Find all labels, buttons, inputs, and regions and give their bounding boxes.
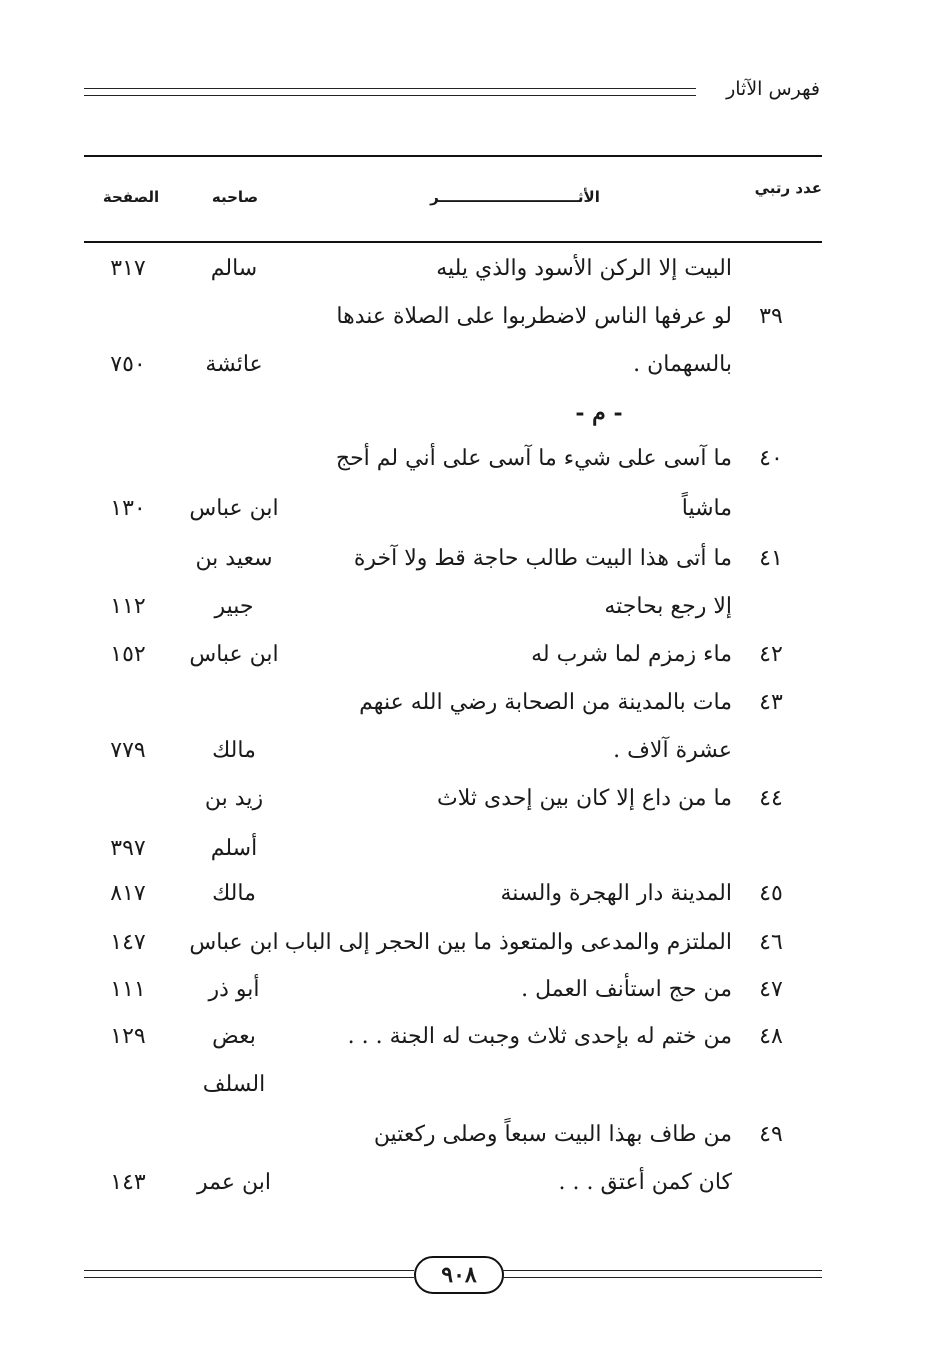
table-row — [84, 775, 822, 823]
page-ref: ١٢٩ — [110, 1024, 146, 1049]
page-ref: ١٣٠ — [110, 496, 146, 521]
section-letter: - م - — [575, 400, 623, 426]
athar-text: من طاف بهذا البيت سبعاً وصلى ركعتين — [373, 1122, 732, 1147]
section-heading — [84, 389, 822, 437]
entry-number: ٤٢ — [759, 642, 783, 667]
page-ref: ١١٢ — [110, 594, 146, 619]
entry-number: ٤٨ — [759, 1024, 783, 1049]
author-name: ابن عباس — [189, 642, 279, 667]
entry-number: ٤٩ — [759, 1122, 783, 1147]
table-row — [84, 435, 822, 483]
table-row — [84, 1159, 822, 1207]
author-name: ابن عمر — [197, 1170, 271, 1195]
author-name: سعيد بن — [195, 546, 273, 571]
athar-text: لو عرفها الناس لاضطربوا على الصلاة عندها — [336, 304, 732, 329]
index-table-body — [84, 245, 822, 1225]
author-name: جبير — [214, 594, 254, 619]
entry-number: ٤٠ — [759, 446, 783, 471]
header-text: الأثـــــــــــــــــــــــــــر — [430, 188, 600, 206]
page-ref: ١٥٢ — [110, 642, 146, 667]
folio — [84, 1256, 822, 1296]
entry-number: ٤٣ — [759, 690, 783, 715]
page-ref: ٣١٧ — [110, 256, 146, 281]
author-name: أبو ذر — [208, 977, 260, 1002]
athar-text: من حج استأنف العمل . — [521, 977, 732, 1002]
author-name: مالك — [212, 738, 256, 763]
table-row — [84, 535, 822, 583]
folio-rule-right — [502, 1270, 822, 1278]
entry-number: ٤٧ — [759, 977, 783, 1002]
page-ref: ١١١ — [110, 977, 146, 1002]
athar-text: كان كمن أعتق . . . — [558, 1170, 732, 1195]
table-row — [84, 1061, 822, 1109]
author-name: بعض — [212, 1024, 256, 1049]
athar-text: بالسهمان . — [633, 352, 732, 377]
table-row — [84, 341, 822, 389]
author-name: مالك — [212, 881, 256, 906]
athar-text: البيت إلا الركن الأسود والذي يليه — [436, 256, 732, 281]
table-row — [84, 293, 822, 341]
entry-number: ٤٤ — [759, 786, 783, 811]
author-name: ابن عباس — [189, 496, 279, 521]
athar-text: ما من داع إلا كان بين إحدى ثلاث — [437, 786, 732, 811]
table-row — [84, 825, 822, 873]
author-name: السلف — [202, 1072, 266, 1097]
header-author: صاحبه — [211, 188, 259, 206]
table-header-rule — [84, 241, 822, 243]
table-row — [84, 583, 822, 631]
author-name: ابن عباس — [189, 930, 279, 955]
running-head-rule — [84, 88, 696, 96]
running-head-title: فهرس الآثار — [726, 78, 820, 100]
author-name: عائشة — [205, 352, 263, 377]
entry-number: ٤٥ — [759, 881, 783, 906]
header-number: عدد رتبي — [754, 179, 822, 197]
table-row — [84, 870, 822, 918]
page-number-badge: ٩٠٨ — [414, 1256, 504, 1294]
athar-text: عشرة آلاف . — [613, 738, 732, 763]
table-row — [84, 919, 822, 967]
athar-text: من ختم له بإحدى ثلاث وجبت له الجنة . . . — [347, 1024, 732, 1049]
entry-number: ٣٩ — [759, 304, 783, 329]
page-ref: ٧٥٠ — [110, 352, 146, 377]
header-page: الصفحة — [102, 188, 160, 206]
table-row — [84, 727, 822, 775]
table-row — [84, 1013, 822, 1061]
entry-number: ٤٦ — [759, 930, 783, 955]
page-ref: ٨١٧ — [110, 881, 146, 906]
page-ref: ١٤٣ — [110, 1170, 146, 1195]
athar-text: الملتزم والمدعى والمتعوذ ما بين الحجر إلى الباب — [284, 930, 732, 955]
folio-rule-left — [84, 1270, 414, 1278]
page-ref: ٣٩٧ — [110, 836, 146, 861]
page-ref: ١٤٧ — [110, 930, 146, 955]
athar-text: ماشياً — [681, 496, 732, 521]
entry-number: ٤١ — [759, 546, 783, 571]
athar-text: ماء زمزم لما شرب له — [531, 642, 732, 667]
page-ref: ٧٧٩ — [110, 738, 146, 763]
athar-text: المدينة دار الهجرة والسنة — [500, 881, 732, 906]
table-row — [84, 679, 822, 727]
author-name: زيد بن — [204, 786, 264, 811]
table-row — [84, 485, 822, 533]
table-row — [84, 966, 822, 1014]
table-row — [84, 1111, 822, 1159]
athar-text: ما أتى هذا البيت طالب حاجة قط ولا آخرة — [353, 546, 732, 571]
athar-text: إلا رجع بحاجته — [604, 594, 732, 619]
athar-text: مات بالمدينة من الصحابة رضي الله عنهم — [359, 690, 732, 715]
table-top-rule — [84, 155, 822, 157]
running-head — [84, 72, 820, 116]
athar-text: ما آسى على شيء ما آسى على أني لم أحج — [335, 446, 732, 471]
table-row — [84, 245, 822, 293]
author-name: سالم — [210, 256, 258, 281]
table-row — [84, 631, 822, 679]
author-name: أسلم — [210, 836, 258, 861]
